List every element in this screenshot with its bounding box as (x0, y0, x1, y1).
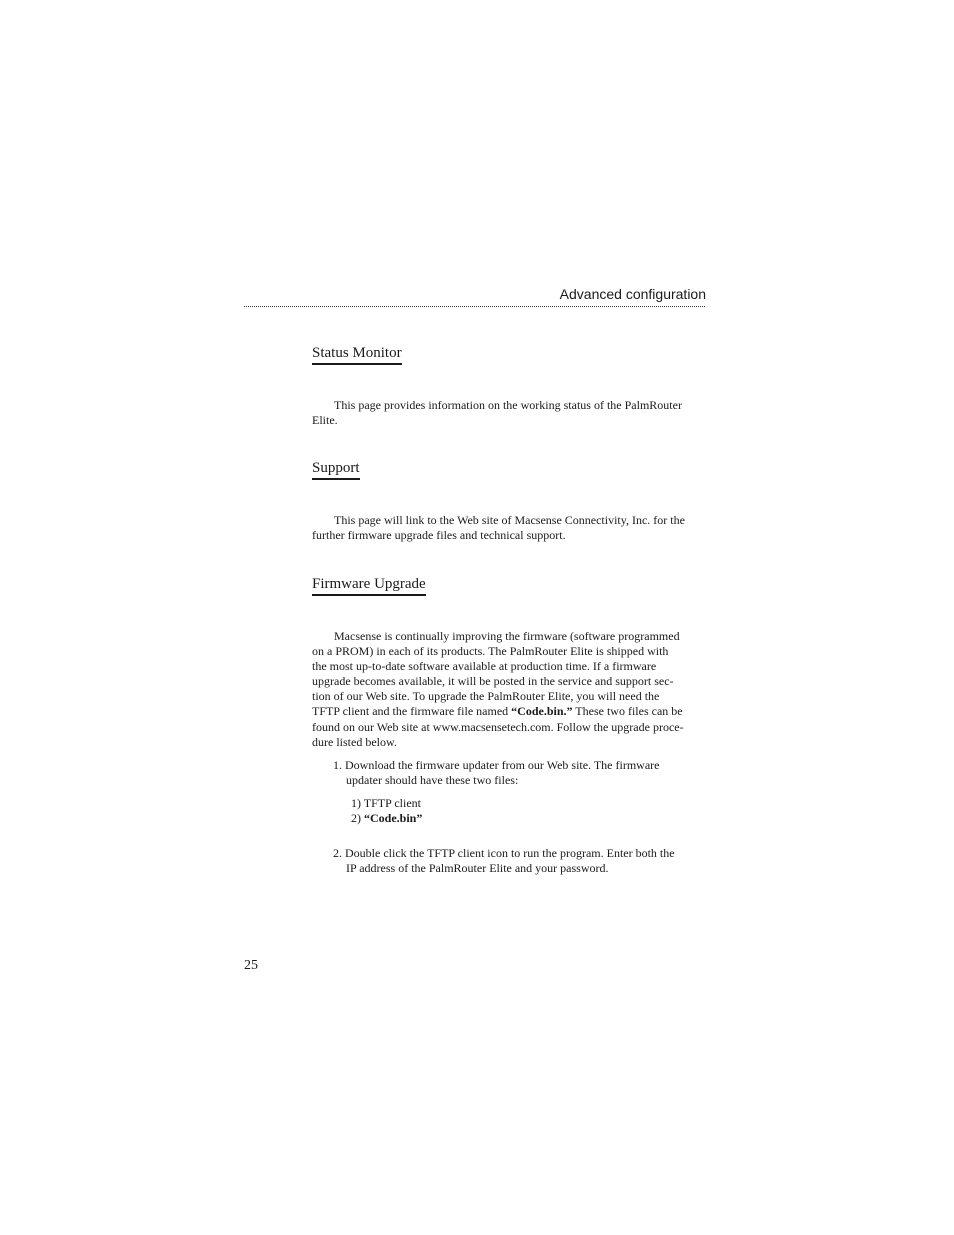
support-paragraph: This page will link to the Web site of Macsense Connectivity, Inc. for the further firmware upgrade files and technical support. (312, 513, 685, 543)
header-dotted-rule (244, 306, 705, 307)
step-1-subitem-2: 2) “Code.bin” (351, 811, 423, 825)
upgrade-step-1: 1. Download the firmware updater from our Web site. The firmware updater should have these two files: (333, 758, 660, 788)
step-1-subitem-1: 1) TFTP client (351, 796, 421, 810)
firmware-upgrade-paragraph: Macsense is continually improving the firmware (software programmed on a PROM) in each of its products. The PalmRouter Elite is shipped with the most up-to-date software available at production time. If a firmware upgrade becomes available, it will be posted in the service and support sec- tion of our Web site. To upgrade the PalmRouter Elite, you will need the TFTP client and the firmware file named “Code.bin.” These two files can be found on our Web site at www.macsensetech.com. Follow the upgrade proce- dure listed below. (312, 629, 684, 749)
upgrade-step-2: 2. Double click the TFTP client icon to run the program. Enter both the IP address of the PalmRouter Elite and your password. (333, 846, 675, 876)
running-header: Advanced configuration (559, 286, 706, 302)
page-number: 25 (244, 958, 258, 973)
status-monitor-paragraph: This page provides information on the working status of the PalmRouter Elite. (312, 398, 682, 428)
firmware-filename: “Code.bin.” (511, 704, 573, 719)
section-heading-support: Support (312, 459, 360, 480)
section-heading-status-monitor: Status Monitor (312, 344, 402, 365)
section-heading-firmware-upgrade: Firmware Upgrade (312, 575, 426, 596)
